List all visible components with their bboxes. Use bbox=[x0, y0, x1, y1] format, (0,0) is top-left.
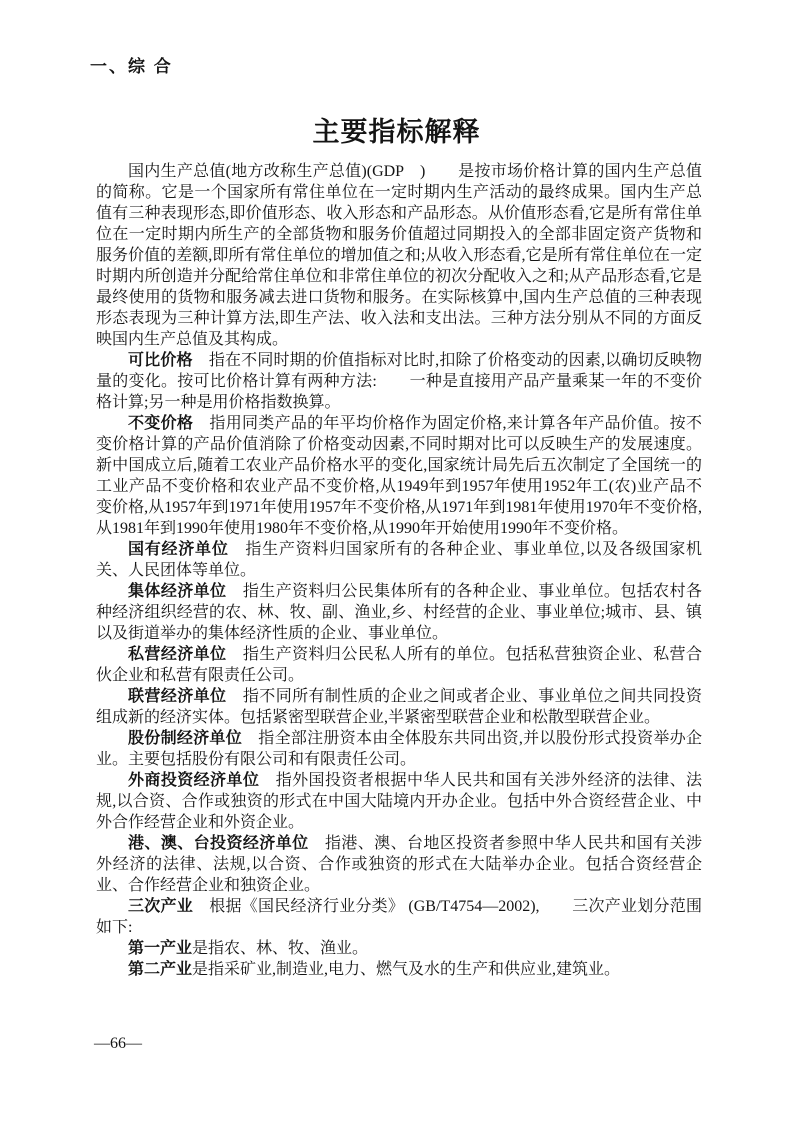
paragraph-text: 指港、澳、台地区投资者参照中华人民共和国有关涉外经济的法律、法规,以合资、合作或独资的形式在大陆举办企业。包括合资经营企业、合作经营企业和独资企业。 bbox=[96, 835, 702, 894]
paragraph-term: 第一产业 bbox=[128, 940, 193, 957]
paragraph-text: 指不同所有制性质的企业之间或者企业、事业单位之间共同投资组成新的经济实体。包括紧密型联营企业,半紧密型联营企业和松散型联营企业。 bbox=[96, 688, 702, 726]
page-number: —66— bbox=[94, 1035, 142, 1052]
paragraph bbox=[96, 938, 702, 959]
paragraph-text: 指生产资料归国家所有的各种企业、事业单位,以及各级国家机关、人民团体等单位。 bbox=[96, 541, 702, 579]
paragraph bbox=[96, 581, 702, 644]
paragraph-term: 股份制经济单位 bbox=[128, 730, 242, 747]
paragraph-term: 港、澳、台投资经济单位 bbox=[128, 835, 309, 852]
paragraph-text: 根据《国民经济行业分类》 (GB/T4754—2002), 三次产业划分范围如下: bbox=[96, 898, 702, 936]
paragraph-term: 三次产业 bbox=[128, 898, 193, 915]
paragraph-term: 联营经济单位 bbox=[128, 688, 227, 705]
paragraph-text: 国内生产总值(地方改称生产总值)(GDP ) 是按市场价格计算的国内生产总值的简称。它是一个国家所有常住单位在一定时期内生产活动的最终成果。国内生产总值有三种表现形态,即价值形态、收入形态和产品形态。从价值形态看,它是所有常住单位在一定时期内所生产的全部货物和服务价值超过同期投入的全部非固定资产货物和服务价值的差额,即所有常住单位的增加值之和;从收入形态看,它是所有常住单位在一定时期内所创造并分配给常住单位和非常住单位的初次分配收入之和;从产品形态看,它是最终使用的货物和服务减去进口货物和服务。在实际核算中,国内生产总值的三种表现形态表现为三种计算方法,即生产法、收入法和支出法。三种方法分别从不同的方面反映国内生产总值及其构成。 bbox=[96, 163, 702, 348]
paragraph-text: 指在不同时期的价值指标对比时,扣除了价格变动的因素,以确切反映物量的变化。按可比价格计算有两种方法: 一种是直接用产品产量乘某一年的不变价格计算;另一种是用价格指数换算。 bbox=[96, 352, 702, 411]
paragraphs bbox=[96, 161, 702, 980]
paragraph bbox=[96, 413, 702, 539]
paragraph bbox=[96, 539, 702, 581]
paragraph-text: 指生产资料归公民私人所有的单位。包括私营独资企业、私营合伙企业和私营有限责任公司。 bbox=[96, 646, 702, 684]
page-title: 主要指标解释 bbox=[312, 117, 481, 147]
paragraph bbox=[96, 728, 702, 770]
paragraph bbox=[96, 686, 702, 728]
paragraph bbox=[96, 161, 702, 350]
paragraph bbox=[96, 896, 702, 938]
paragraph bbox=[96, 959, 702, 980]
paragraph-term: 不变价格 bbox=[128, 415, 194, 432]
paragraph-term: 可比价格 bbox=[128, 352, 193, 369]
paragraph bbox=[96, 350, 702, 413]
paragraph-term: 集体经济单位 bbox=[128, 583, 227, 600]
paragraph-text: 是指农、林、牧、渔业。 bbox=[192, 940, 369, 957]
paragraph-term: 国有经济单位 bbox=[128, 541, 229, 558]
paragraph-term: 私营经济单位 bbox=[128, 646, 227, 663]
paragraph bbox=[96, 833, 702, 896]
paragraph-text: 指用同类产品的年平均价格作为固定价格,来计算各年产品价值。按不变价格计算的产品价值消除了价格变动因素,不同时期对比可以反映生产的发展速度。新中国成立后,随着工农业产品价格水平的变化,国家统计局先后五次制定了全国统一的工业产品不变价格和农业产品不变价格,从1949年到1957年使用1952年工(农)业产品不变价格,从1957年到1971年使用1957年不变价格,从1971年到1981年使用1970年不变价格,从1981年到1990年使用1980年不变价格,从1990年开始使用1990年不变价格。 bbox=[96, 415, 702, 537]
section-header: 一、综 合 bbox=[90, 57, 173, 76]
paragraph-text: 是指采矿业,制造业,电力、燃气及水的生产和供应业,建筑业。 bbox=[192, 961, 621, 978]
paragraph-term: 第二产业 bbox=[128, 961, 193, 978]
paragraph-text: 指全部注册资本由全体股东共同出资,并以股份形式投资举办企业。主要包括股份有限公司和有限责任公司。 bbox=[96, 730, 702, 768]
paragraph-text: 指外国投资者根据中华人民共和国有关涉外经济的法律、法规,以合资、合作或独资的形式在中国大陆境内开办企业。包括中外合资经营企业、中外合作经营企业和外资企业。 bbox=[96, 772, 702, 831]
paragraph-text: 指生产资料归公民集体所有的各种企业、事业单位。包括农村各种经济组织经营的农、林、牧、副、渔业,乡、村经营的企业、事业单位;城市、县、镇以及街道举办的集体经济性质的企业、事业单位。 bbox=[96, 583, 702, 642]
paragraph bbox=[96, 644, 702, 686]
paragraph-term: 外商投资经济单位 bbox=[128, 772, 260, 789]
paragraph bbox=[96, 770, 702, 833]
